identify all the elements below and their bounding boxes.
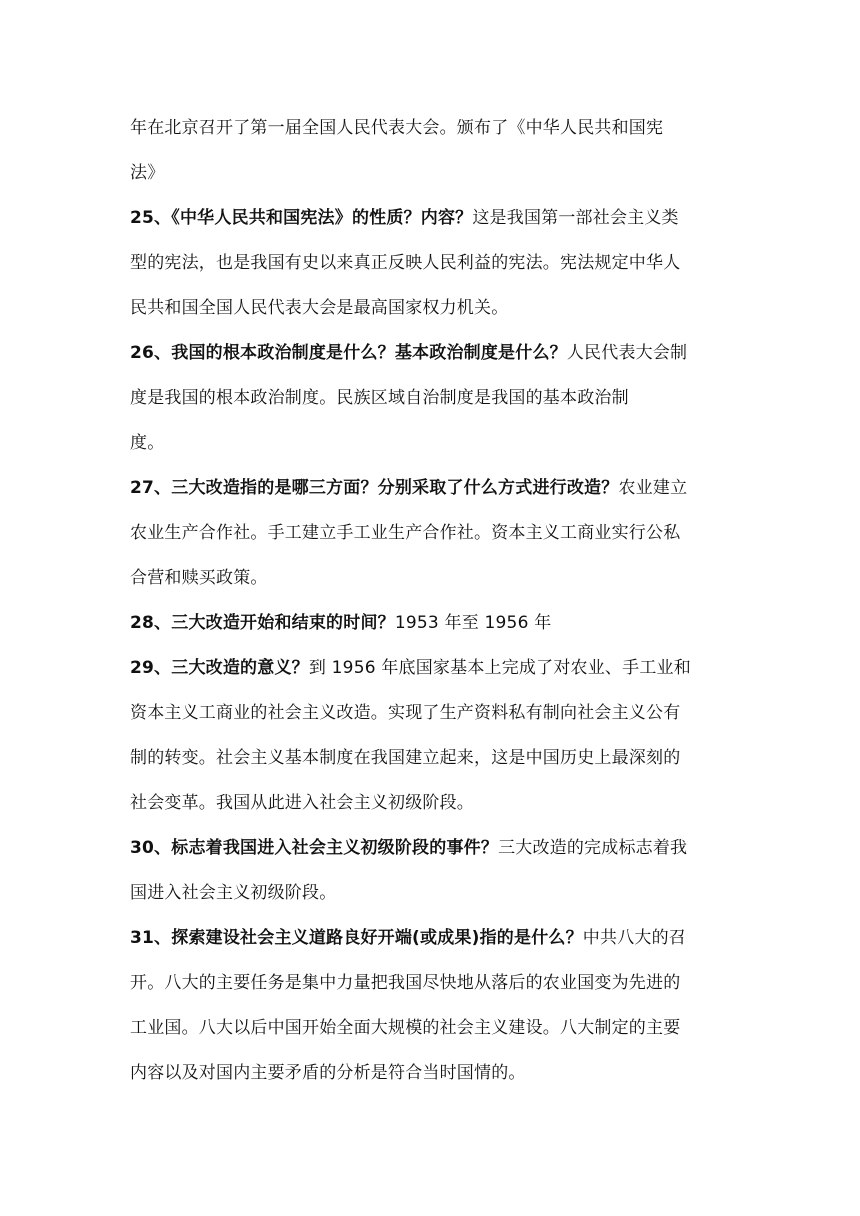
text-line: [130, 286, 730, 331]
question-text: 28、三大改造开始和结束的时间？: [130, 613, 395, 633]
answer-text: 合营和赎买政策。: [130, 568, 268, 588]
answer-text: 开。八大的主要任务是集中力量把我国尽快地从落后的农业国变为先进的: [130, 973, 681, 993]
document-page: [130, 106, 730, 1096]
answer-text: 中共八大的召: [582, 928, 686, 948]
answer-text: 这是我国第一部社会主义类: [472, 208, 679, 228]
answer-text: 型的宪法，也是我国有史以来真正反映人民利益的宪法。宪法规定中华人: [130, 253, 681, 273]
text-line: [130, 511, 730, 556]
text-line: [130, 781, 730, 826]
text-line: [130, 646, 730, 691]
text-line: [130, 916, 730, 961]
text-line: [130, 826, 730, 871]
question-text: 30、标志着我国进入社会主义初级阶段的事件？: [130, 838, 499, 858]
text-line: [130, 871, 730, 916]
answer-text: 工业国。八大以后中国开始全面大规模的社会主义建设。八大制定的主要: [130, 1018, 681, 1038]
answer-text: 1953 年至 1956 年: [394, 613, 552, 633]
answer-text: 度。: [130, 433, 165, 453]
text-line: [130, 736, 730, 781]
answer-text: 国进入社会主义初级阶段。: [130, 883, 337, 903]
question-text: 31、探索建设社会主义道路良好开端(或成果)指的是什么？: [130, 928, 583, 948]
text-line: [130, 151, 730, 196]
answer-text: 资本主义工商业的社会主义改造。实现了生产资料私有制向社会主义公有: [130, 703, 681, 723]
answer-text: 农业生产合作社。手工建立手工业生产合作社。资本主义工商业实行公私: [130, 523, 681, 543]
question-text: 25、《中华人民共和国宪法》的性质？内容？: [130, 208, 473, 228]
text-line: [130, 961, 730, 1006]
text-line: [130, 1051, 730, 1096]
text-line: [130, 691, 730, 736]
answer-text: 三大改造的完成标志着我: [498, 838, 688, 858]
answer-text: 年在北京召开了第一届全国人民代表大会。颁布了《中华人民共和国宪: [130, 118, 664, 138]
answer-text: 农业建立: [618, 478, 688, 498]
answer-text: 到 1956 年底国家基本上完成了对农业、手工业和: [308, 658, 691, 678]
text-line: [130, 466, 730, 511]
question-text: 26、我国的根本政治制度是什么？基本政治制度是什么？: [130, 343, 567, 363]
answer-text: 社会变革。我国从此进入社会主义初级阶段。: [130, 793, 474, 813]
text-line: [130, 196, 730, 241]
text-line: [130, 556, 730, 601]
answer-text: 民共和国全国人民代表大会是最高国家权力机关。: [130, 298, 509, 318]
text-line: [130, 421, 730, 466]
answer-text: 人民代表大会制: [566, 343, 688, 363]
text-line: [130, 601, 730, 646]
text-line: [130, 331, 730, 376]
text-line: [130, 376, 730, 421]
text-line: [130, 106, 730, 151]
answer-text: 制的转变。社会主义基本制度在我国建立起来，这是中国历史上最深刻的: [130, 748, 681, 768]
question-text: 29、三大改造的意义？: [130, 658, 309, 678]
answer-text: 度是我国的根本政治制度。民族区域自治制度是我国的基本政治制: [130, 388, 629, 408]
question-text: 27、三大改造指的是哪三方面？分别采取了什么方式进行改造？: [130, 478, 619, 498]
text-line: [130, 241, 730, 286]
answer-text: 法》: [130, 163, 165, 183]
answer-text: 内容以及对国内主要矛盾的分析是符合当时国情的。: [130, 1063, 526, 1083]
text-line: [130, 1006, 730, 1051]
